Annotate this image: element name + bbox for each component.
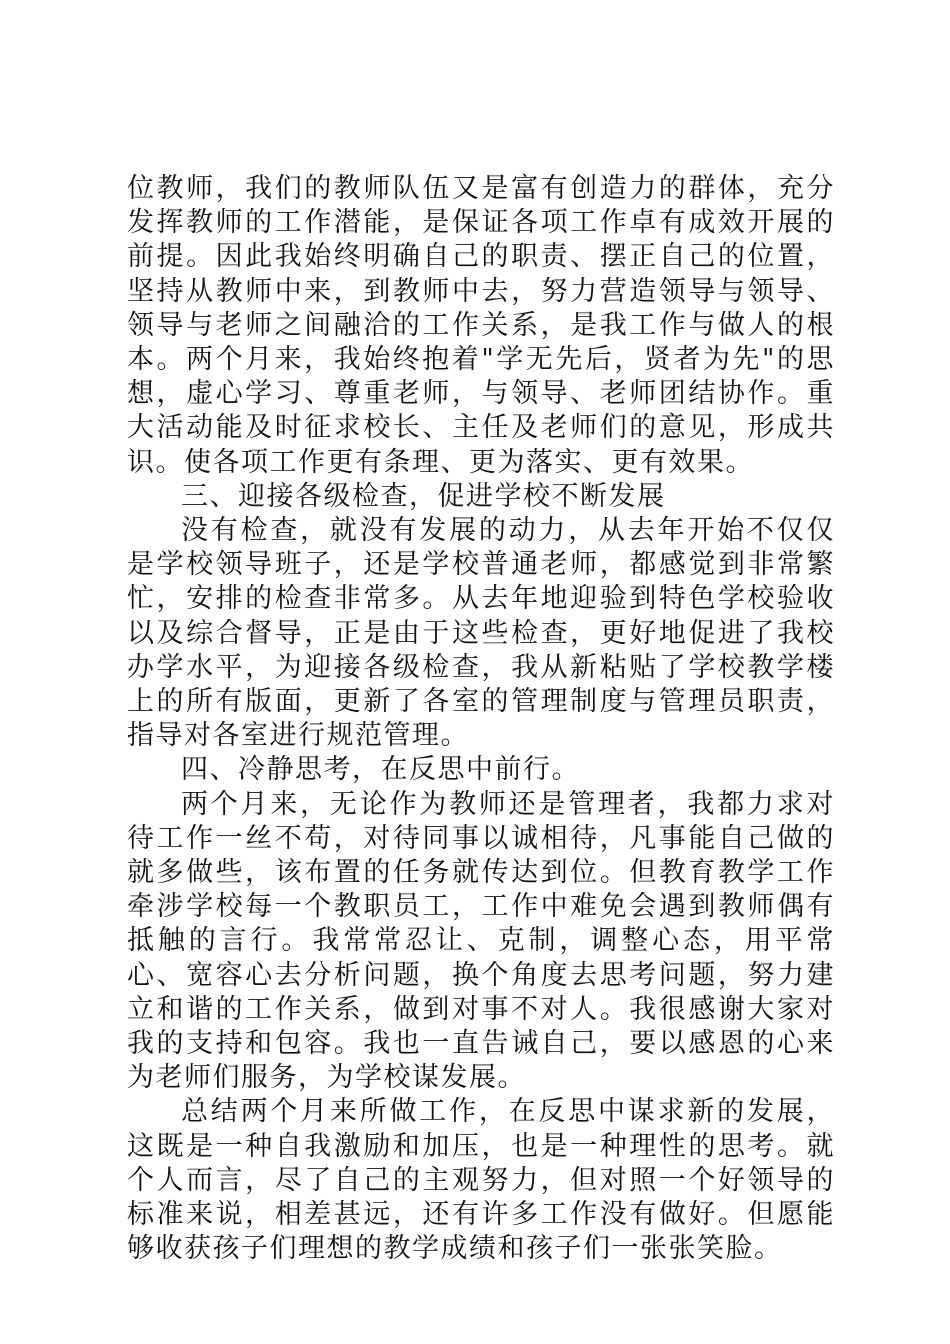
paragraph-summary: 总结两个月来所做工作，在反思中谋求新的发展，这既是一种自我激励和加压，也是一种理性的思考。就个人而言，尽了自己的主观努力，但对照一个好领导的标准来说，相差甚远，还有许多工作没有做好。但愿能够收获孩子们理想的教学成绩和孩子们一张张笑脸。 <box>127 1096 835 1265</box>
paragraph-reflection: 两个月来，无论作为教师还是管理者，我都力求对待工作一丝不苟，对待同事以诚相待，凡事能自己做的就多做些，该布置的任务就传达到位。但教育教学工作牵涉学校每一个教职员工，工作中难免会遇到教师偶有抵触的言行。我常常忍让、克制，调整心态，用平常心、宽容心去分析问题，换个角度去思考问题，努力建立和谐的工作关系，做到对事不对人。我很感谢大家对我的支持和包容。我也一直告诫自己，要以感恩的心来为老师们服务，为学校谋发展。 <box>127 788 835 1094</box>
section-heading-4: 四、冷静思考，在反思中前行。 <box>181 754 580 786</box>
section-heading-3: 三、迎接各级检查，促进学校不断发展 <box>181 480 666 512</box>
document-body <box>127 172 835 1267</box>
paragraph-continuation: 位教师，我们的教师队伍又是富有创造力的群体，充分发挥教师的工作潜能，是保证各项工作卓有成效开展的前提。因此我始终明确自己的职责、摆正自己的位置，坚持从教师中来，到教师中去，努力营造领导与领导、领导与老师之间融洽的工作关系，是我工作与做人的根本。两个月来，我始终抱着"学无先后，贤者为先"的思想，虚心学习、尊重老师，与领导、老师团结协作。重大活动能及时征求校长、主任及老师们的意见，形成共识。使各项工作更有条理、更为落实、更有效果。 <box>127 173 835 478</box>
paragraph-inspections: 没有检查，就没有发展的动力，从去年开始不仅仅是学校领导班子，还是学校普通老师，都感觉到非常繁忙，安排的检查非常多。从去年地迎验到特色学校验收以及综合督导，正是由于这些检查，更好地促进了我校办学水平，为迎接各级检查，我从新粘贴了学校教学楼上的所有版面，更新了各室的管理制度与管理员职责，指导对各室进行规范管理。 <box>127 515 835 752</box>
